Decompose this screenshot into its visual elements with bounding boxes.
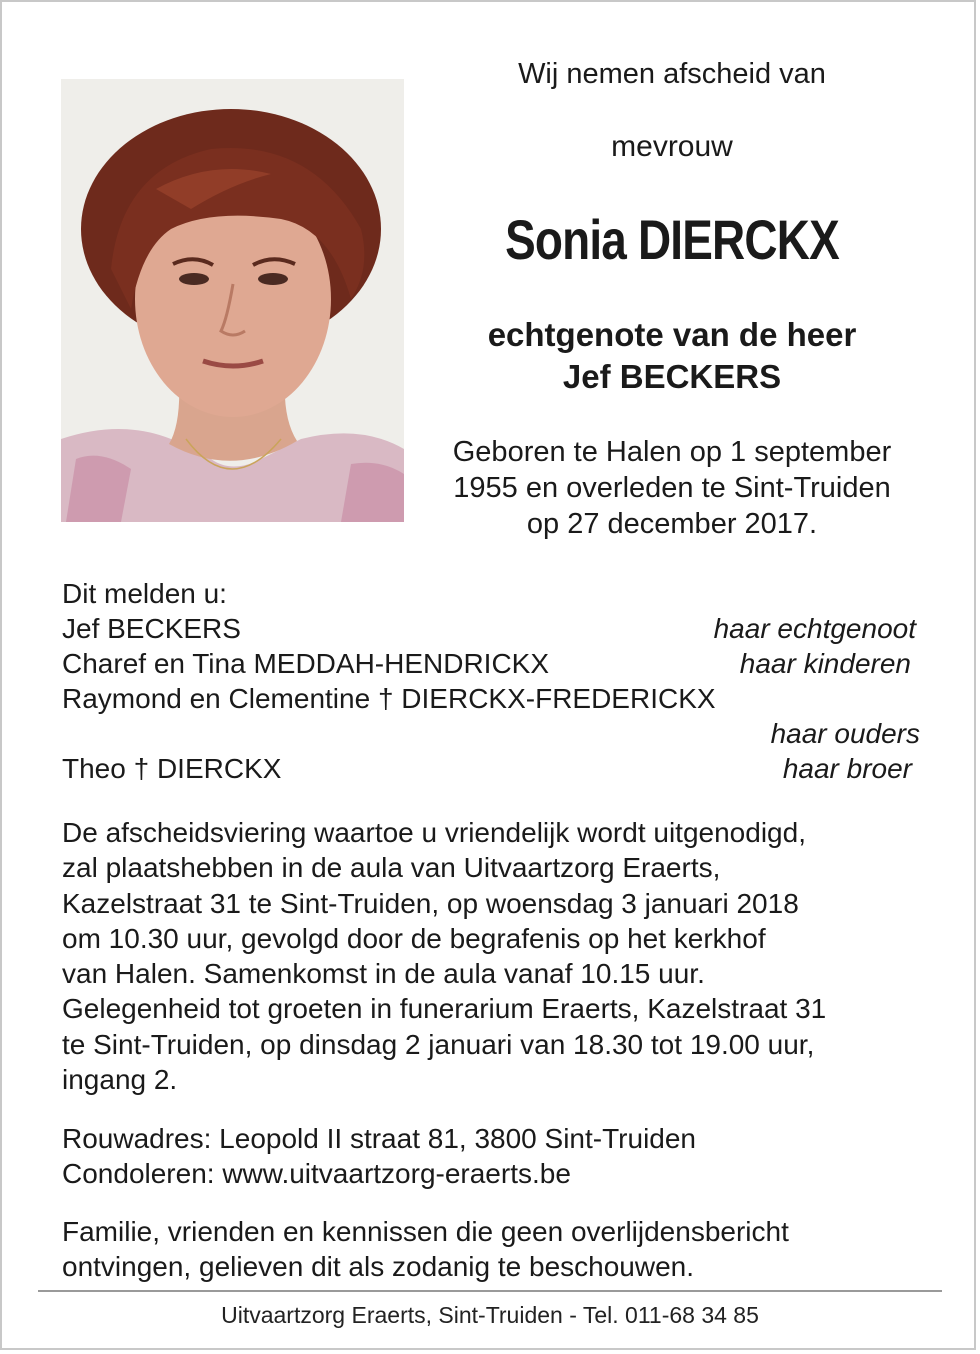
family-line: Familie, vrienden en kennissen die geen overlijdensbericht (62, 1216, 789, 1247)
ceremony-line: van Halen. Samenkomst in de aula vanaf 10.15 uur. (62, 958, 705, 990)
salutation: mevrouw (611, 130, 733, 163)
ceremony-line: om 10.30 uur, gevolgd door de begrafenis op het kerkhof (62, 922, 766, 954)
spouse-line-1: echtgenote van de heer (487, 316, 857, 353)
relative-row (62, 751, 922, 786)
mourning-address: Rouwadres: Leopold II straat 81, 3800 Sint-Truiden (62, 1123, 697, 1154)
relative-row (62, 611, 922, 646)
relative-row (62, 646, 922, 681)
birth-line: Geboren te Halen op 1 september (452, 436, 892, 468)
ceremony-line: Kazelstraat 31 te Sint-Truiden, op woensdag 3 januari 2018 (62, 887, 799, 919)
ceremony-line: zal plaatshebben in de aula van Uitvaartzorg Eraerts, (62, 852, 721, 884)
relative-relation: haar echtgenoot (713, 613, 916, 644)
condolence-link: Condoleren: www.uitvaartzorg-eraerts.be (62, 1158, 571, 1190)
ceremony-paragraph (62, 815, 922, 1097)
portrait-image (61, 79, 404, 522)
relative-name: Theo † DIERCKX (62, 753, 282, 784)
announce-header: Dit melden u: (62, 578, 227, 609)
relative-row (62, 681, 922, 716)
deceased-name: Sonia DIERCKX (505, 208, 839, 271)
spouse-line-2: Jef BECKERS (562, 358, 782, 395)
family-line: ontvingen, gelieven dit als zodanig te beschouwen. (62, 1251, 694, 1283)
relative-name: Raymond en Clementine † DIERCKX-FREDERICKX (62, 683, 716, 714)
relative-relation: haar broer (782, 753, 912, 784)
footer-divider (38, 1290, 942, 1292)
funeral-home-footer: Uitvaartzorg Eraerts, Sint-Truiden - Tel. 011-68 34 85 (221, 1302, 759, 1328)
relative-relation: haar kinderen (739, 648, 911, 679)
address-paragraph (62, 1121, 922, 1192)
portrait-photo (61, 79, 404, 522)
spouse-info (422, 314, 922, 398)
ceremony-line: ingang 2. (62, 1064, 178, 1096)
relative-name: Jef BECKERS (62, 613, 241, 644)
relative-row (62, 716, 922, 751)
birth-death-info (427, 434, 917, 542)
relative-relation: haar ouders (770, 718, 920, 749)
relatives-list (62, 576, 922, 786)
ceremony-line: Gelegenheid tot groeten in funerarium Eraerts, Kazelstraat 31 (62, 993, 827, 1025)
ceremony-line: te Sint-Truiden, op dinsdag 2 januari van 18.30 tot 19.00 uur, (62, 1028, 815, 1060)
birth-line: op 27 december 2017. (526, 508, 818, 540)
birth-line: 1955 en overleden te Sint-Truiden (453, 472, 891, 504)
ceremony-line: De afscheidsviering waartoe u vriendelijk wordt uitgenodigd, (62, 817, 806, 848)
intro-text: Wij nemen afscheid van (518, 58, 826, 90)
family-notice (62, 1214, 922, 1285)
relative-name: Charef en Tina MEDDAH-HENDRICKX (62, 648, 550, 679)
